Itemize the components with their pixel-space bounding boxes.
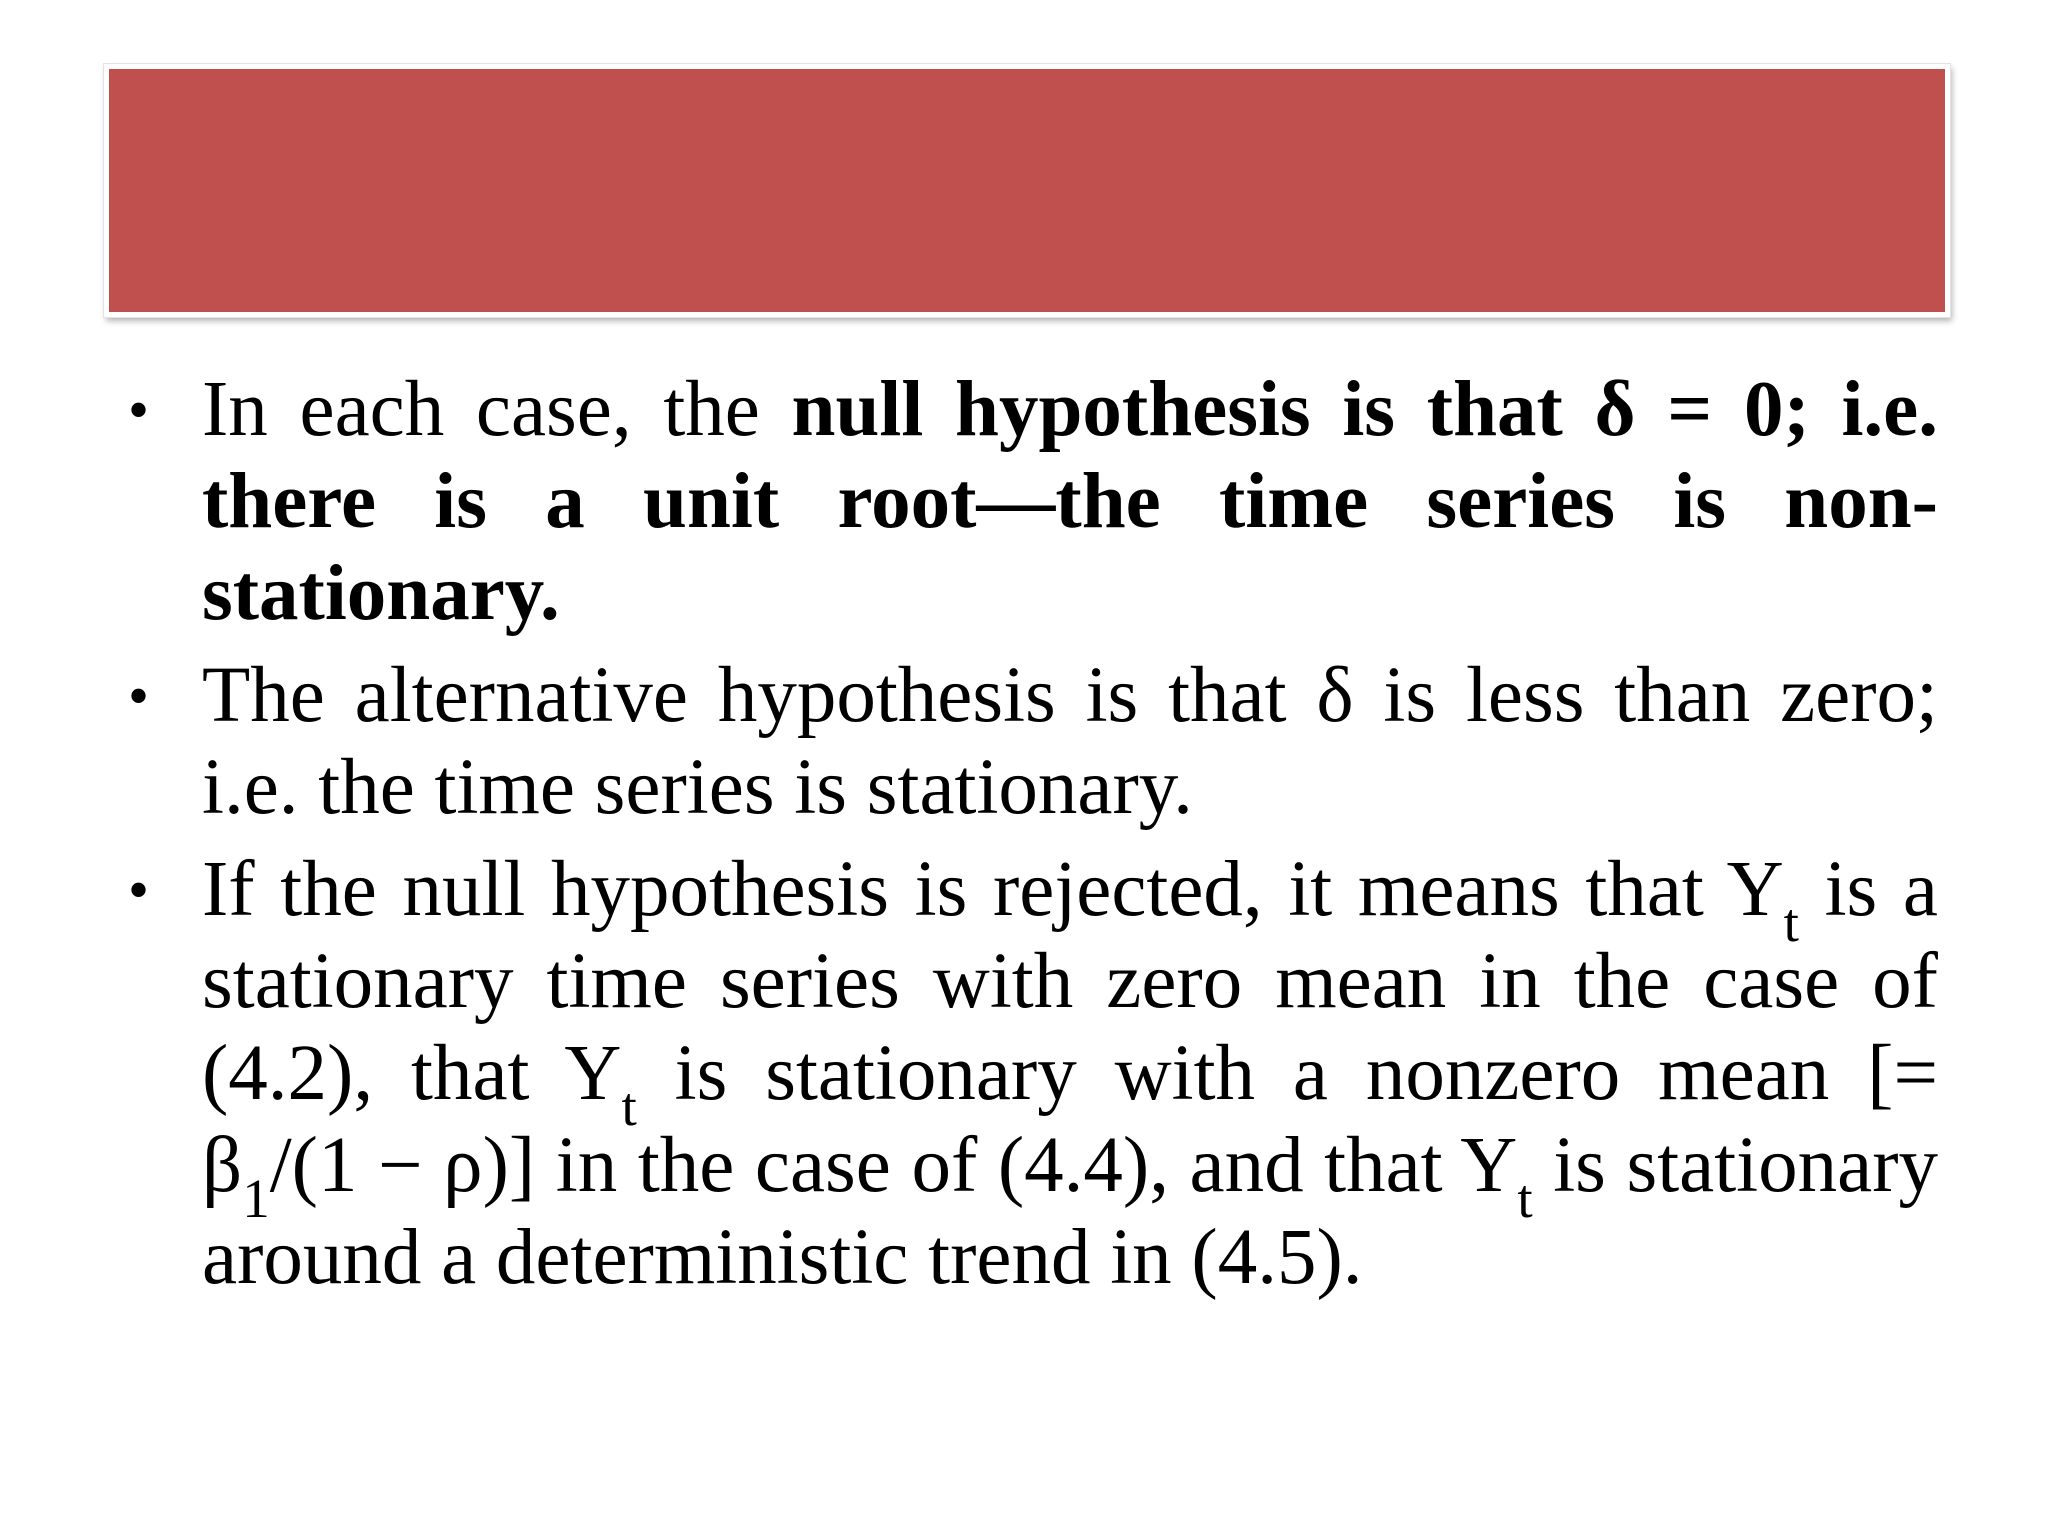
bullet-text: is a stationary time series with zero mean in the case of (4.2), that Y bbox=[202, 846, 1938, 1117]
bullet-icon: • bbox=[128, 663, 150, 729]
subscript: t bbox=[621, 1076, 637, 1137]
slide-body bbox=[118, 364, 1938, 1304]
subscript: 1 bbox=[242, 1168, 270, 1229]
bullet-icon: • bbox=[128, 377, 150, 443]
subscript: t bbox=[1783, 892, 1799, 953]
subscript: t bbox=[1517, 1168, 1533, 1229]
title-banner bbox=[104, 64, 1950, 317]
bullet-text-bold: null hypothesis is that δ = 0; i.e. there is a unit root—the time series is non-stationary. bbox=[202, 366, 1938, 637]
bullet-text: is stationary with a nonzero mean [= β bbox=[202, 1030, 1939, 1209]
bullet-alternative-hypothesis bbox=[118, 650, 1938, 834]
bullet-text: In each case, the bbox=[202, 366, 792, 453]
bullet-text: /(1 − ρ)] in the case of (4.4), and that Y bbox=[269, 1122, 1518, 1209]
bullet-text: If the null hypothesis is rejected, it means that Y bbox=[202, 846, 1784, 933]
bullet-rejection-meaning bbox=[118, 844, 1938, 1304]
bullet-icon: • bbox=[128, 857, 150, 923]
bullet-null-hypothesis bbox=[118, 364, 1938, 640]
bullet-text: The alternative hypothesis is that δ is less than zero; i.e. the time series is stationary. bbox=[202, 652, 1938, 831]
bullet-text: is stationary around a deterministic trend in (4.5). bbox=[202, 1122, 1939, 1301]
